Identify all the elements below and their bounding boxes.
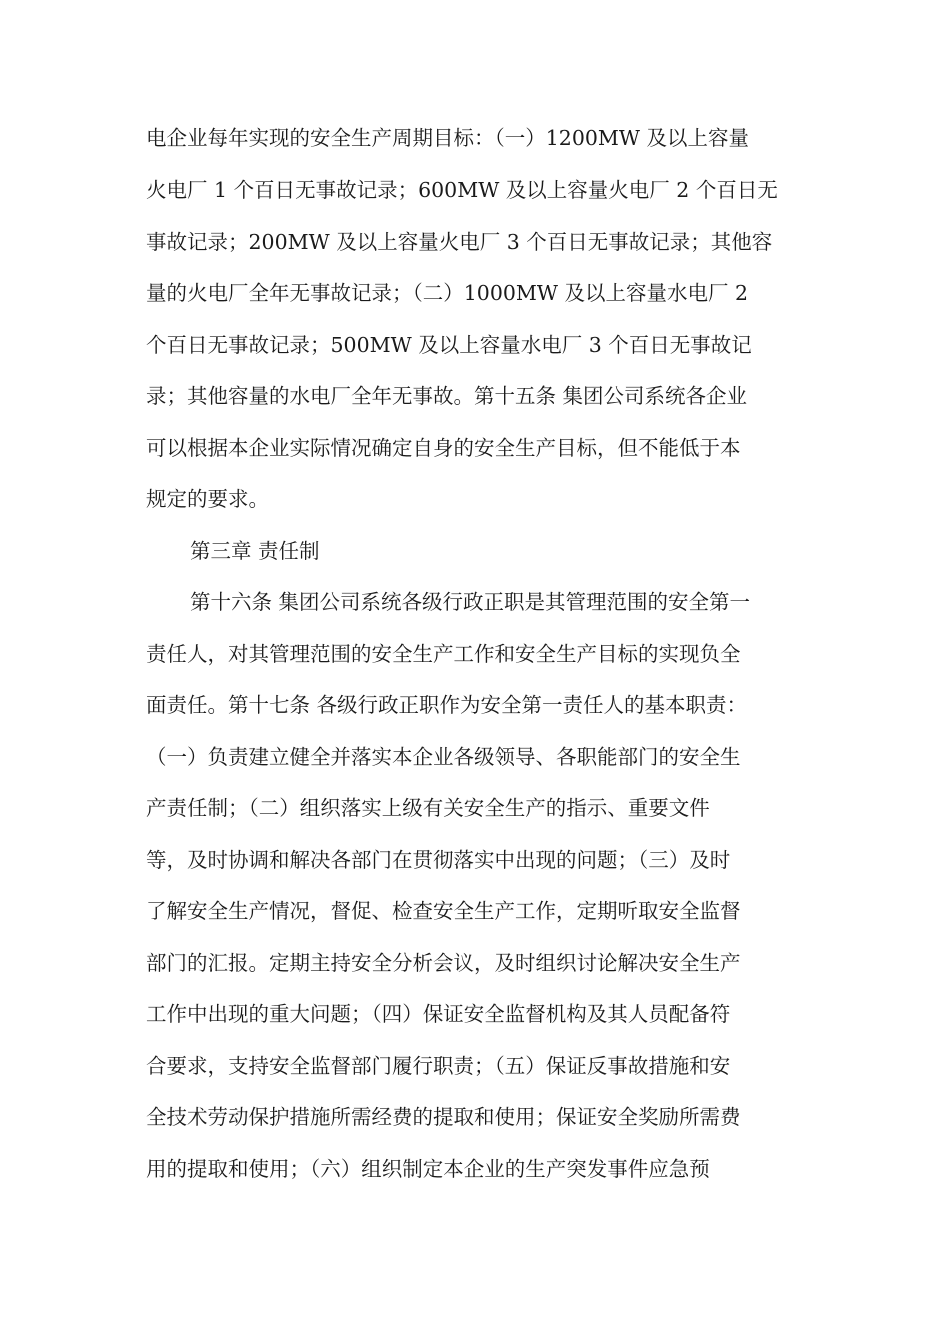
text-line: 全技术劳动保护措施所需经费的提取和使用；保证安全奖励所需费 — [146, 1105, 741, 1129]
text-line: 规定的要求。 — [146, 487, 269, 511]
text-line: 用的提取和使用；（六）组织制定本企业的生产突发事件应急预 — [146, 1157, 710, 1181]
text-line: 部门的汇报。定期主持安全分析会议，及时组织讨论解决安全生产 — [146, 951, 741, 975]
text-line: 产责任制；（二）组织落实上级有关安全生产的指示、重要文件 — [146, 796, 710, 820]
text-line: 火电厂 1 个百日无事故记录；600MW 及以上容量火电厂 2 个百日无 — [146, 178, 778, 202]
text-line: 个百日无事故记录；500MW 及以上容量水电厂 3 个百日无事故记 — [146, 333, 752, 357]
text-line: 录；其他容量的水电厂全年无事故。第十五条 集团公司系统各企业 — [146, 384, 748, 408]
text-line: 工作中出现的重大问题；（四）保证安全监督机构及其人员配备符 — [146, 1002, 731, 1026]
text-line: 等，及时协调和解决各部门在贯彻落实中出现的问题；（三）及时 — [146, 848, 731, 872]
text-line: 面责任。第十七条 各级行政正职作为安全第一责任人的基本职责： — [146, 693, 748, 717]
text-line: 可以根据本企业实际情况确定自身的安全生产目标，但不能低于本 — [146, 436, 741, 460]
text-line: 合要求，支持安全监督部门履行职责；（五）保证反事故措施和安 — [146, 1054, 731, 1078]
text-line: 责任人，对其管理范围的安全生产工作和安全生产目标的实现负全 — [146, 642, 741, 666]
chapter-heading: 第三章 责任制 — [190, 539, 320, 563]
text-line: 事故记录；200MW 及以上容量火电厂 3 个百日无事故记录；其他容 — [146, 230, 773, 254]
text-line: 第十六条 集团公司系统各级行政正职是其管理范围的安全第一 — [190, 590, 751, 614]
text-line: （一）负责建立健全并落实本企业各级领导、各职能部门的安全生 — [146, 745, 741, 769]
text-line: 了解安全生产情况，督促、检查安全生产工作，定期听取安全监督 — [146, 899, 741, 923]
text-line: 量的火电厂全年无事故记录；（二）1000MW 及以上容量水电厂 2 — [146, 281, 749, 305]
text-line: 电企业每年实现的安全生产周期目标：（一）1200MW 及以上容量 — [146, 126, 749, 150]
